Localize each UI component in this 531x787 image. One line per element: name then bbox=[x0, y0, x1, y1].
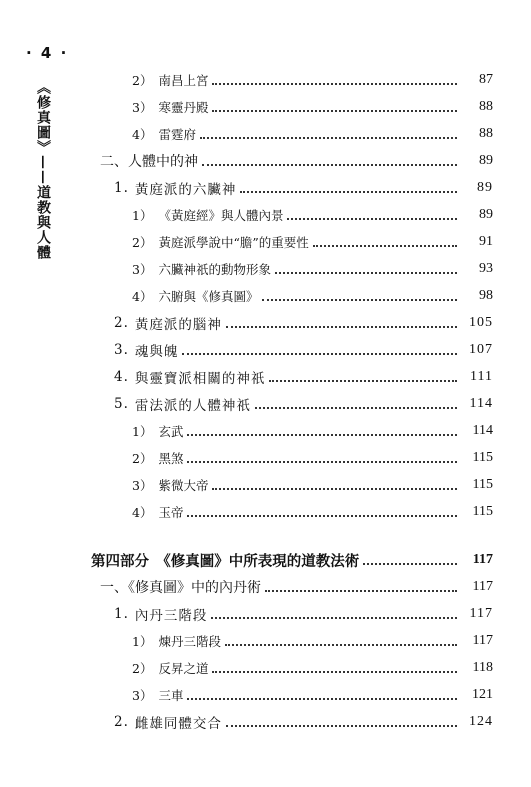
toc-entry-title: 三車 bbox=[158, 688, 184, 703]
dot-leader bbox=[182, 352, 457, 355]
toc-entry-number: 1） bbox=[132, 208, 153, 223]
toc-entry-page: 114 bbox=[472, 423, 493, 438]
dot-leader bbox=[269, 379, 457, 382]
toc-entry[interactable] bbox=[0, 69, 531, 91]
toc-entry-page: 115 bbox=[472, 450, 493, 465]
toc-entry-number: 1） bbox=[132, 424, 153, 439]
toc-entry-number: 1） bbox=[132, 634, 153, 649]
toc-entry-title: 魂與魄 bbox=[134, 344, 179, 360]
toc-entry[interactable] bbox=[0, 474, 531, 496]
toc-entry-page: 118 bbox=[472, 660, 493, 675]
dot-leader bbox=[212, 670, 457, 673]
toc-entry-page: 117 bbox=[472, 633, 493, 648]
toc-entry-number: 3） bbox=[132, 478, 153, 493]
toc-entry-title: 南昌上宮 bbox=[158, 73, 209, 88]
toc-entry[interactable] bbox=[0, 285, 531, 307]
dot-leader bbox=[275, 271, 457, 274]
toc-entry-number: 3） bbox=[132, 688, 153, 703]
toc-entry-number: 2. bbox=[114, 714, 129, 730]
toc-entry[interactable] bbox=[0, 123, 531, 145]
toc-entry[interactable] bbox=[0, 576, 531, 598]
toc-entry[interactable] bbox=[0, 420, 531, 442]
dot-leader bbox=[265, 589, 457, 592]
toc-entry-number: 2） bbox=[132, 661, 153, 676]
toc-entry-part[interactable] bbox=[0, 549, 531, 571]
toc-entry-number: 1. bbox=[114, 180, 129, 196]
toc-entry[interactable] bbox=[0, 312, 531, 334]
toc-entry-number: 2. bbox=[114, 315, 129, 331]
toc-entry-title: 第四部分 《修真圖》中所表現的道教法術 bbox=[91, 552, 360, 570]
toc-entry-page: 117 bbox=[472, 552, 493, 567]
toc-entry-page: 88 bbox=[479, 126, 493, 141]
toc-entry-number: 4） bbox=[132, 127, 153, 142]
page-number: · 4 · bbox=[26, 44, 69, 62]
toc-entry-number: 2） bbox=[132, 451, 153, 466]
dot-leader bbox=[211, 616, 457, 619]
toc-entry-title: 雷霆府 bbox=[158, 127, 196, 142]
toc-entry-number: 4） bbox=[132, 289, 153, 304]
dot-leader bbox=[187, 433, 457, 436]
toc-entry-title: 黃庭派學說中“膽”的重要性 bbox=[158, 235, 309, 250]
toc-entry[interactable] bbox=[0, 204, 531, 226]
toc-entry-title: 玉帝 bbox=[158, 505, 184, 520]
toc-entry-title: 六腑與《修真圖》 bbox=[158, 289, 259, 304]
dot-leader bbox=[262, 298, 457, 301]
toc-entry-title: 黑煞 bbox=[158, 451, 184, 466]
dot-leader bbox=[226, 325, 457, 328]
toc-entry[interactable] bbox=[0, 150, 531, 172]
toc-entry-title: 二、人體中的神 bbox=[100, 154, 198, 170]
toc-entry-title: 寒靈丹殿 bbox=[158, 100, 209, 115]
toc-entry-number: 4. bbox=[114, 369, 129, 385]
toc-entry-title: 一、《修真圖》中的內丹術 bbox=[100, 580, 261, 596]
toc-entry[interactable] bbox=[0, 603, 531, 625]
toc-entry-title: 紫微大帝 bbox=[158, 478, 209, 493]
dot-leader bbox=[363, 562, 457, 565]
toc-entry-page: 88 bbox=[479, 99, 493, 114]
toc-entry-page: 87 bbox=[479, 72, 493, 87]
toc-entry-number: 2） bbox=[132, 73, 153, 88]
toc-entry-page: 91 bbox=[479, 234, 493, 249]
toc-entry-title: 內丹三階段 bbox=[134, 608, 208, 624]
toc-entry-page: 115 bbox=[472, 504, 493, 519]
toc-entry-title: 《黃庭經》與人體內景 bbox=[158, 208, 284, 223]
dot-leader bbox=[212, 109, 457, 112]
dot-leader bbox=[212, 82, 457, 85]
toc-entry-page: 121 bbox=[472, 687, 493, 702]
toc-entry-page: 114 bbox=[469, 396, 493, 411]
dot-leader bbox=[187, 460, 457, 463]
toc-entry[interactable] bbox=[0, 177, 531, 199]
toc-entry-page: 98 bbox=[479, 288, 493, 303]
toc-entry-page: 107 bbox=[469, 342, 493, 357]
dot-leader bbox=[255, 406, 457, 409]
toc-entry-title: 雌雄同體交合 bbox=[134, 716, 222, 732]
toc-entry-title: 六臟神祇的動物形象 bbox=[158, 262, 271, 277]
toc-entry[interactable] bbox=[0, 96, 531, 118]
toc-entry[interactable] bbox=[0, 231, 531, 253]
toc-entry[interactable] bbox=[0, 393, 531, 415]
toc-entry-number: 3. bbox=[114, 342, 129, 358]
toc-entry[interactable] bbox=[0, 684, 531, 706]
dot-leader bbox=[287, 217, 457, 220]
toc-entry-number: 1. bbox=[114, 606, 129, 622]
toc-entry-title: 雷法派的人體神祇 bbox=[134, 398, 251, 414]
toc-entry-title: 與靈寶派相關的神祇 bbox=[134, 371, 266, 387]
toc-entry[interactable] bbox=[0, 447, 531, 469]
dot-leader bbox=[225, 643, 457, 646]
toc-entry[interactable] bbox=[0, 630, 531, 652]
dot-leader bbox=[200, 136, 457, 139]
toc-entry[interactable] bbox=[0, 657, 531, 679]
dot-leader bbox=[187, 514, 457, 517]
toc-entry-page: 93 bbox=[479, 261, 493, 276]
toc-entry-number: 2） bbox=[132, 235, 153, 250]
toc-entry-page: 105 bbox=[469, 315, 493, 330]
dot-leader bbox=[240, 190, 457, 193]
dot-leader bbox=[187, 697, 457, 700]
toc-entry-title: 黃庭派的六臟神 bbox=[134, 182, 237, 198]
toc-entry[interactable] bbox=[0, 339, 531, 361]
toc-entry[interactable] bbox=[0, 711, 531, 733]
toc-entry-number: 3） bbox=[132, 100, 153, 115]
dot-leader bbox=[202, 163, 457, 166]
toc-entry-page: 89 bbox=[479, 153, 493, 168]
toc-entry-title: 反昇之道 bbox=[158, 661, 209, 676]
toc-entry[interactable] bbox=[0, 366, 531, 388]
dot-leader bbox=[212, 487, 457, 490]
toc-entry-title: 玄武 bbox=[158, 424, 184, 439]
toc-entry-page: 115 bbox=[472, 477, 493, 492]
dot-leader bbox=[313, 244, 457, 247]
toc-entry-page: 111 bbox=[470, 369, 493, 384]
toc-entry-number: 4） bbox=[132, 505, 153, 520]
running-title: 《修真圖》——道教與人體 bbox=[35, 80, 51, 260]
toc-entry-number: 5. bbox=[114, 396, 129, 412]
dot-leader bbox=[226, 724, 457, 727]
toc-entry-page: 124 bbox=[469, 714, 493, 729]
toc-entry-title: 煉丹三階段 bbox=[158, 634, 221, 649]
toc-entry-page: 89 bbox=[479, 207, 493, 222]
toc-entry-title: 黃庭派的腦神 bbox=[134, 317, 222, 333]
toc-entry[interactable] bbox=[0, 258, 531, 280]
toc-entry-page: 117 bbox=[469, 606, 493, 621]
toc-entry-page: 117 bbox=[472, 579, 493, 594]
toc-entry-number: 3） bbox=[132, 262, 153, 277]
toc-entry-page: 89 bbox=[477, 180, 493, 195]
toc-entry[interactable] bbox=[0, 501, 531, 523]
